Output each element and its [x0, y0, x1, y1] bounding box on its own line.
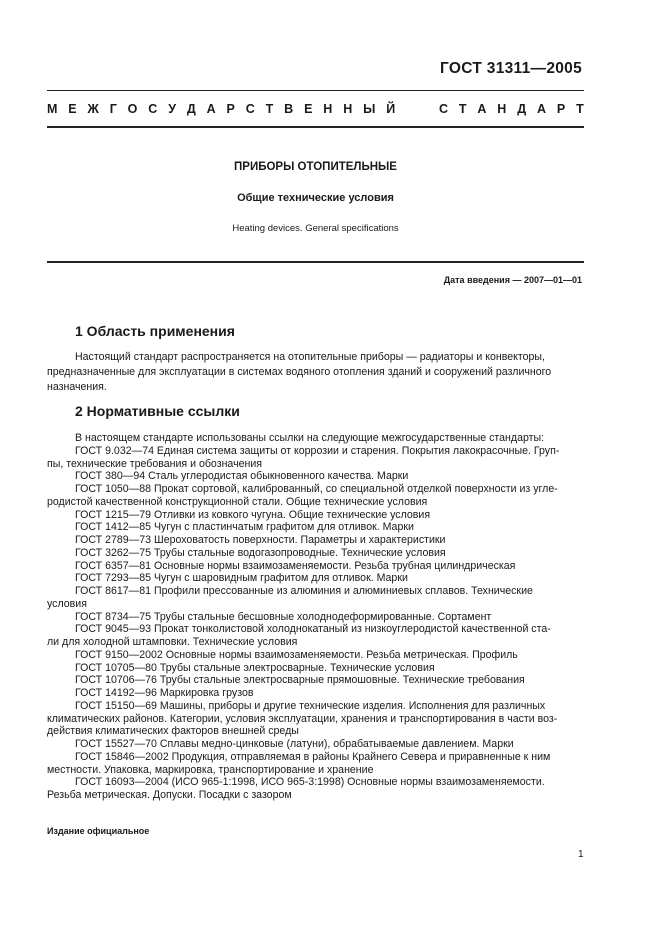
reference-line: ГОСТ 1412—85 Чугун с пластинчатым графитом для отливок. Марки: [75, 521, 414, 534]
banner-letter: Т: [576, 102, 584, 116]
normative-references-list: [47, 432, 584, 802]
reference-item: [47, 611, 584, 624]
reference-line: ГОСТ 1215—79 Отливки из ковкого чугуна. Общие технические условия: [75, 508, 431, 521]
reference-item: [47, 521, 584, 534]
reference-continuation-line: местности. Упаковка, маркировка, транспортирование и хранение: [47, 763, 374, 776]
banner-letter: Е: [304, 102, 313, 116]
reference-item: [47, 445, 584, 471]
title-bottom-rule: [47, 261, 584, 263]
banner-letter: Е: [68, 102, 77, 116]
reference-continuation-line: ли для холодной штамповки. Технические условия: [47, 636, 298, 648]
reference-line: ГОСТ 6357—81 Основные нормы взаимозаменяемости. Резьба трубная цилиндрическая: [75, 559, 516, 572]
banner-letter: Ж: [87, 102, 99, 116]
reference-line: ГОСТ 15846—2002 Продукция, отправляемая в районы Крайнего Севера и приравненные к ним: [75, 750, 551, 763]
reference-continuation-line: родистой качественной конструкционной стали. Общие технические условия: [47, 495, 428, 508]
banner-letter: А: [536, 102, 547, 116]
reference-line: ГОСТ 9150—2002 Основные нормы взаимозаменяемости. Резьба метрическая. Профиль: [75, 648, 518, 661]
reference-item: [47, 623, 584, 649]
reference-continuation-line: условия: [47, 597, 87, 610]
interstate-standard-banner: [47, 102, 584, 116]
banner-letter: В: [284, 102, 294, 116]
banner-letter: М: [47, 102, 58, 116]
reference-line: ГОСТ 9045—93 Прокат тонколистовой холоднокатаный из низкоуглеродистой качественной ста-: [75, 623, 551, 636]
reference-line: ГОСТ 380—94 Сталь углеродистая обыкновенного качества. Марки: [75, 470, 409, 483]
banner-letter: Г: [109, 102, 117, 116]
reference-line: ГОСТ 9.032—74 Единая система защиты от коррозии и старения. Покрытия лакокрасочные. Груп-: [75, 444, 560, 457]
reference-item: [47, 509, 584, 522]
reference-item: [47, 674, 584, 687]
reference-line: В настоящем стандарте использованы ссылки на следующие межгосударственные стандарты:: [75, 432, 545, 444]
banner-letter: О: [127, 102, 138, 116]
document-english-title: Heating devices. General specifications: [232, 223, 399, 234]
banner-letter: С: [438, 102, 448, 116]
reference-item: [47, 432, 584, 445]
reference-line: ГОСТ 15150—69 Машины, приборы и другие технические изделия. Исполнения для различных: [75, 699, 546, 712]
header-top-rule: [47, 90, 584, 91]
reference-item: [47, 470, 584, 483]
reference-line: ГОСТ 7293—85 Чугун с шаровидным графитом для отливок. Марки: [75, 572, 408, 585]
banner-letter: С: [245, 102, 255, 116]
reference-continuation-line: Резьба метрическая. Допуски. Посадки с зазором: [47, 789, 292, 801]
section-1-heading: 1 Область применения: [75, 323, 235, 339]
banner-letter: Р: [556, 102, 566, 116]
reference-item: [47, 534, 584, 547]
reference-item: [47, 776, 584, 802]
reference-item: [47, 547, 584, 560]
banner-letter: Ы: [363, 102, 376, 116]
page-number: 1: [578, 849, 584, 860]
reference-item: [47, 751, 584, 777]
banner-letter: Т: [458, 102, 467, 116]
section-1-body: [47, 350, 584, 396]
banner-letter: Д: [517, 102, 527, 116]
reference-line: ГОСТ 16093—2004 (ИСО 965-1:1998, ИСО 965-3:1998) Основные нормы взаимозаменяемости.: [75, 776, 545, 789]
header-bottom-rule: [47, 126, 584, 128]
banner-letter: Н: [497, 102, 507, 116]
banner-letter: У: [168, 102, 176, 116]
reference-continuation-line: климатических районов. Категории, условия эксплуатации, хранения и транспортирования в части воз-: [47, 712, 558, 725]
banner-letter: Д: [186, 102, 196, 116]
section-1-line: Настоящий стандарт распространяется на отопительные приборы — радиаторы и конвекторы,: [75, 351, 545, 363]
reference-line: ГОСТ 1050—88 Прокат сортовой, калиброванный, со специальной отделкой поверхности из угле-: [75, 483, 558, 495]
reference-line: ГОСТ 10705—80 Трубы стальные электросварные. Технические условия: [75, 661, 435, 674]
reference-continuation-line: действия климатических факторов внешней среды: [47, 725, 299, 738]
reference-item: [47, 649, 584, 662]
reference-item: [47, 560, 584, 573]
reference-item: [47, 585, 584, 611]
standard-number: ГОСТ 31311—2005: [440, 60, 582, 77]
banner-letter: А: [206, 102, 216, 116]
banner-word-gap: [406, 102, 428, 116]
reference-continuation-line: пы, технические требования и обозначения: [47, 457, 262, 470]
reference-item: [47, 700, 584, 738]
reference-item: [47, 483, 584, 509]
banner-letter: А: [477, 102, 487, 116]
document-title: ПРИБОРЫ ОТОПИТЕЛЬНЫЕ: [234, 161, 397, 173]
banner-letter: Т: [265, 102, 274, 116]
banner-letter: Н: [323, 102, 333, 116]
reference-line: ГОСТ 8617—81 Профили прессованные из алюминия и алюминиевых сплавов. Технические: [75, 585, 533, 597]
reference-item: [47, 738, 584, 751]
section-1-line: предназначенные для эксплуатации в системах водяного отопления зданий и сооружений различного: [47, 366, 552, 379]
reference-item: [47, 687, 584, 700]
reference-line: ГОСТ 14192—96 Маркировка грузов: [75, 687, 254, 699]
banner-letter: Р: [226, 102, 235, 116]
document-subtitle: Общие технические условия: [237, 192, 394, 204]
official-edition-label: Издание официальное: [47, 826, 150, 836]
reference-line: ГОСТ 8734—75 Трубы стальные бесшовные холоднодеформированные. Сортамент: [75, 610, 492, 623]
banner-letter: Н: [343, 102, 353, 116]
reference-line: ГОСТ 15527—70 Сплавы медно-цинковые (латуни), обрабатываемые давлением. Марки: [75, 738, 514, 750]
section-1-line: назначения.: [47, 381, 107, 394]
introduction-date: Дата введения — 2007—01—01: [443, 275, 582, 285]
reference-line: ГОСТ 10706—76 Трубы стальные электросварные прямошовные. Технические требования: [75, 674, 525, 687]
banner-letter: С: [148, 102, 158, 116]
reference-line: ГОСТ 2789—73 Шероховатость поверхности. Параметры и характеристики: [75, 534, 446, 546]
section-2-heading: 2 Нормативные ссылки: [75, 403, 240, 419]
reference-item: [47, 572, 584, 585]
reference-item: [47, 662, 584, 675]
reference-line: ГОСТ 3262—75 Трубы стальные водогазопроводные. Технические условия: [75, 546, 446, 559]
banner-letter: Й: [386, 102, 396, 116]
